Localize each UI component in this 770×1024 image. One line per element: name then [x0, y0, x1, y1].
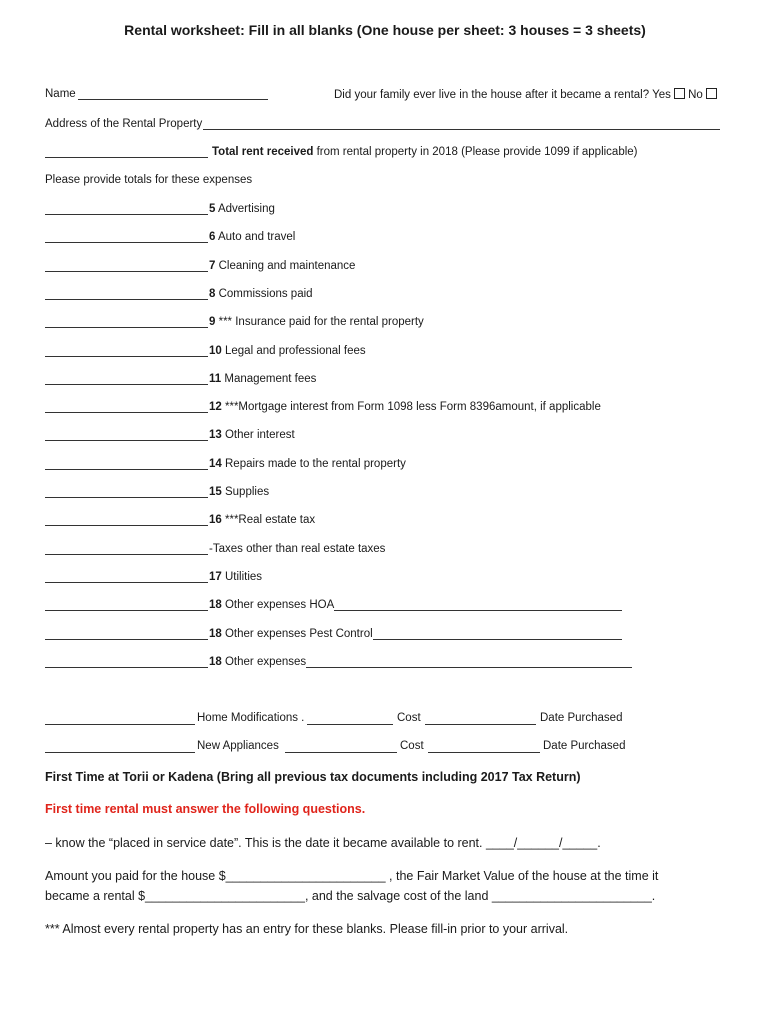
appliances-date-label: Date Purchased [543, 740, 626, 752]
expense-text: Advertising [215, 203, 275, 215]
expense-label [209, 373, 316, 385]
expense-number: 16 [209, 514, 222, 526]
expense-text: Cleaning and maintenance [215, 260, 356, 272]
expense-amount-field[interactable] [45, 299, 208, 300]
expense-description-field[interactable] [373, 639, 622, 640]
expense-amount-field[interactable] [45, 497, 208, 498]
expense-text: -Taxes other than real estate taxes [209, 543, 386, 555]
expense-amount-field[interactable] [45, 469, 208, 470]
expense-text: Other interest [221, 429, 295, 441]
expense-amount-field[interactable] [45, 610, 208, 611]
footer-note: *** Almost every rental property has an entry for these blanks. Please fill-in prior to your arrival. [45, 922, 569, 936]
total-rent-label [212, 146, 638, 158]
expense-description-field[interactable] [306, 667, 632, 668]
expense-number: 18 [209, 656, 222, 668]
expense-amount-field[interactable] [45, 271, 208, 272]
expense-text: Repairs made to the rental property [221, 458, 406, 470]
home-mods-date-field[interactable] [425, 724, 536, 725]
address-label: Address of the Rental Property [45, 118, 203, 130]
expense-text: Management fees [221, 373, 317, 385]
expense-text: Legal and professional fees [221, 345, 366, 357]
total-rent-field[interactable] [45, 157, 208, 158]
expense-label [209, 486, 269, 498]
expense-text: Supplies [221, 486, 270, 498]
expense-label [209, 599, 334, 611]
family-question-text: Did your family ever live in the house after it became a rental? Yes [334, 89, 671, 101]
expense-label [209, 571, 262, 583]
expense-text: *** Insurance paid for the rental property [215, 316, 424, 328]
expense-amount-field[interactable] [45, 384, 208, 385]
expense-amount-field[interactable] [45, 554, 208, 555]
expense-text: Other expenses Pest Control [221, 628, 373, 640]
expense-label [209, 401, 601, 413]
expense-amount-field[interactable] [45, 667, 208, 668]
expense-text: ***Mortgage interest from Form 1098 less Form 8396amount, if applicable [221, 401, 601, 413]
expense-label [209, 543, 385, 555]
expense-text: Other expenses [221, 656, 307, 668]
expenses-intro: Please provide totals for these expenses [45, 174, 253, 186]
appliances-date-field[interactable] [428, 752, 540, 753]
expense-label [209, 458, 406, 470]
no-checkbox[interactable] [706, 88, 717, 99]
expense-label [209, 514, 315, 526]
expense-number: 9 [209, 316, 216, 328]
home-mods-date-label: Date Purchased [540, 712, 623, 724]
expense-amount-field[interactable] [45, 327, 208, 328]
placed-in-service-question: – know the “placed in service date”. This is the date it became available to rent. ____/______/_____. [45, 836, 601, 850]
family-question [334, 88, 717, 101]
expense-amount-field[interactable] [45, 440, 208, 441]
expense-label [209, 203, 275, 215]
yes-checkbox[interactable] [674, 88, 685, 99]
expense-number: 14 [209, 458, 222, 470]
expense-text: Utilities [221, 571, 263, 583]
expense-description-field[interactable] [334, 610, 622, 611]
total-rent-rest: from rental property in 2018 (Please provide 1099 if applicable) [313, 146, 638, 158]
expense-label [209, 429, 295, 441]
expense-label [209, 231, 295, 243]
appliances-label: New Appliances [197, 740, 279, 752]
expense-amount-field[interactable] [45, 242, 208, 243]
expense-number: 13 [209, 429, 222, 441]
expense-number: 8 [209, 288, 216, 300]
expense-text: Auto and travel [215, 231, 296, 243]
expense-amount-field[interactable] [45, 214, 208, 215]
first-time-heading: First Time at Torii or Kadena (Bring all previous tax documents including 2017 Tax Return) [45, 770, 581, 784]
expense-number: 17 [209, 571, 222, 583]
expense-amount-field[interactable] [45, 582, 208, 583]
appliances-field[interactable] [45, 752, 195, 753]
address-field[interactable] [203, 129, 720, 130]
home-mods-label: Home Modifications . [197, 712, 305, 724]
page-title: Rental worksheet: Fill in all blanks (One house per sheet: 3 houses = 3 sheets) [124, 22, 646, 38]
expense-text: Commissions paid [215, 288, 313, 300]
home-mods-cost-field[interactable] [307, 724, 393, 725]
expense-label [209, 288, 313, 300]
total-rent-bold: Total rent received [212, 146, 314, 158]
expense-number: 12 [209, 401, 222, 413]
expense-text: Other expenses HOA [221, 599, 335, 611]
expense-number: 11 [209, 373, 222, 385]
expense-label [209, 628, 373, 640]
expense-amount-field[interactable] [45, 639, 208, 640]
home-mods-cost-label: Cost [397, 712, 421, 724]
appliances-cost-field[interactable] [285, 752, 397, 753]
expense-number: 18 [209, 628, 222, 640]
amount-line-2: became a rental $_______________________, and the salvage cost of the land _______________________. [45, 889, 656, 903]
expense-number: 5 [209, 203, 216, 215]
expense-amount-field[interactable] [45, 412, 208, 413]
expense-amount-field[interactable] [45, 356, 208, 357]
expense-label [209, 345, 366, 357]
amount-line-1: Amount you paid for the house $_______________________ , the Fair Market Value of the house at the time it [45, 869, 659, 883]
expense-label [209, 656, 306, 668]
expense-number: 7 [209, 260, 216, 272]
expense-number: 10 [209, 345, 222, 357]
name-field[interactable] [78, 99, 268, 100]
home-mods-field[interactable] [45, 724, 195, 725]
appliances-cost-label: Cost [400, 740, 424, 752]
first-rental-heading: First time rental must answer the following questions. [45, 802, 366, 816]
expense-label [209, 260, 355, 272]
expense-text: ***Real estate tax [221, 514, 316, 526]
no-label: No [688, 89, 703, 101]
expense-number: 6 [209, 231, 216, 243]
expense-amount-field[interactable] [45, 525, 208, 526]
name-label: Name [45, 88, 76, 100]
expense-label [209, 316, 424, 328]
expense-number: 18 [209, 599, 222, 611]
expense-number: 15 [209, 486, 222, 498]
